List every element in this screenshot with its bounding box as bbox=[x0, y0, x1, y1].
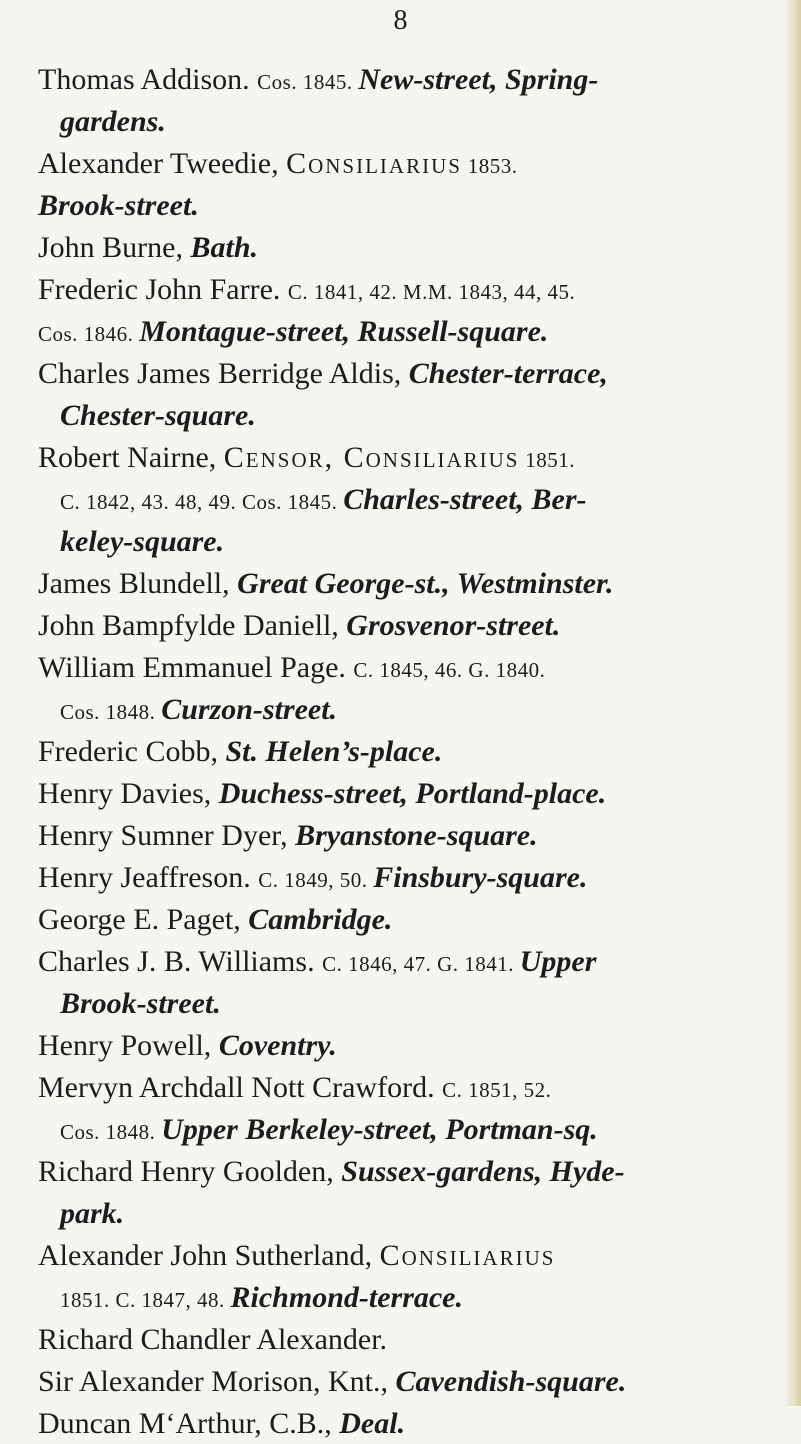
entry-address: St. Helen’s-place. bbox=[225, 735, 443, 768]
list-item bbox=[38, 858, 778, 900]
list-item bbox=[60, 1194, 800, 1234]
entry-name: Charles James Berridge Aldis, bbox=[38, 357, 409, 390]
entry-name: Robert Nairne, bbox=[38, 441, 224, 474]
entry-name: Alexander John Sutherland, bbox=[38, 1239, 380, 1272]
list-item bbox=[38, 60, 778, 102]
entry-address: Deal. bbox=[339, 1407, 406, 1440]
entry-address: Chester-terrace, bbox=[408, 357, 608, 390]
entry-address: Brook-street. bbox=[38, 189, 199, 222]
list-item bbox=[38, 1152, 778, 1192]
entry-address: keley-square. bbox=[60, 525, 225, 558]
list-item bbox=[38, 354, 778, 394]
entry-address: Montague-street, Russell-square. bbox=[139, 315, 549, 348]
entry-address: Chester-square. bbox=[60, 399, 256, 432]
entry-address: Bryanstone-square. bbox=[295, 819, 538, 852]
entry-name: Henry Powell, bbox=[38, 1029, 219, 1062]
entry-address: Great George-st., Westminster. bbox=[237, 567, 614, 600]
entry-name: Alexander Tweedie, bbox=[38, 147, 287, 180]
entry-address: Finsbury-square. bbox=[373, 861, 588, 894]
entry-address: Bath. bbox=[190, 231, 259, 264]
list-item bbox=[38, 1026, 778, 1066]
list-item bbox=[38, 942, 778, 984]
entry-name: Duncan M‘Arthur, C.B., bbox=[38, 1407, 340, 1440]
entry-name: William Emmanuel Page. bbox=[38, 651, 354, 684]
entry-name: Richard Henry Goolden, bbox=[38, 1155, 342, 1188]
entry-address: Grosvenor-street. bbox=[346, 609, 561, 642]
list-item bbox=[38, 648, 778, 690]
entry-offices: C. 1846, 47. G. 1841. bbox=[322, 952, 520, 976]
entry-address: Charles-street, Ber- bbox=[343, 483, 587, 516]
entry-offices: Cos. 1848. bbox=[60, 1120, 162, 1144]
entry-name: Charles J. B. Williams. bbox=[38, 945, 323, 978]
entry-name: Henry Davies, bbox=[38, 777, 219, 810]
list-item bbox=[38, 228, 778, 268]
entry-name: George E. Paget, bbox=[38, 903, 249, 936]
entry-address: Upper Berkeley-street, Portman-sq. bbox=[161, 1113, 598, 1146]
list-item bbox=[60, 1278, 800, 1320]
list-item bbox=[60, 480, 800, 522]
entry-title: Consiliarius bbox=[286, 147, 462, 180]
entry-name: Frederic Cobb, bbox=[38, 735, 226, 768]
entry-name: John Burne, bbox=[38, 231, 191, 264]
list-item bbox=[38, 438, 778, 480]
list-item bbox=[38, 1362, 778, 1402]
entry-address: Cavendish-square. bbox=[395, 1365, 627, 1398]
list-item bbox=[38, 270, 778, 312]
list-item bbox=[38, 1236, 778, 1276]
entry-offices: C. 1851, 52. bbox=[442, 1078, 552, 1102]
entry-offices: Cos. 1845. bbox=[257, 70, 359, 94]
entry-offices: Cos. 1846. bbox=[38, 322, 140, 346]
entry-title: Consiliarius bbox=[379, 1239, 556, 1272]
entry-name: John Bampfylde Daniell, bbox=[38, 609, 347, 642]
list-item bbox=[38, 816, 778, 856]
entry-address: New-street, Spring- bbox=[358, 63, 599, 96]
entry-year: 1853. bbox=[461, 154, 518, 178]
list-item bbox=[38, 144, 778, 186]
list-item bbox=[38, 564, 778, 604]
page-number: 8 bbox=[393, 5, 408, 36]
list-item bbox=[38, 1068, 778, 1110]
entry-address: Curzon-street. bbox=[161, 693, 338, 726]
entry-name: Sir Alexander Morison, Knt., bbox=[38, 1365, 396, 1398]
entry-address: Coventry. bbox=[218, 1029, 337, 1062]
entry-name: Thomas Addison. bbox=[38, 63, 258, 96]
list-item bbox=[38, 774, 778, 814]
list-item bbox=[60, 1110, 800, 1152]
entry-offices: C. 1845, 46. G. 1840. bbox=[353, 658, 546, 682]
entry-address: Upper bbox=[519, 945, 597, 978]
entry-address: Sussex-gardens, Hyde- bbox=[341, 1155, 625, 1188]
entry-offices: Cos. 1848. bbox=[60, 700, 162, 724]
list-item bbox=[38, 900, 778, 940]
list-item bbox=[38, 186, 778, 226]
entry-address: Brook-street. bbox=[60, 987, 221, 1020]
entry-name: Henry Sumner Dyer, bbox=[38, 819, 296, 852]
entry-name: Frederic John Farre. bbox=[38, 273, 288, 306]
entry-offices: C. 1842, 43. 48, 49. Cos. 1845. bbox=[60, 490, 344, 514]
entry-name: James Blundell, bbox=[38, 567, 238, 600]
list-item bbox=[60, 522, 800, 562]
entry-title: Censor, Consiliarius bbox=[223, 441, 520, 474]
list-item bbox=[38, 606, 778, 646]
list-item bbox=[60, 984, 800, 1024]
entry-address: park. bbox=[60, 1197, 125, 1230]
entry-year: 1851. bbox=[519, 448, 575, 472]
entry-offices: 1851. C. 1847, 48. bbox=[60, 1288, 231, 1312]
entry-address: Duchess-street, Portland-place. bbox=[218, 777, 607, 810]
list-item bbox=[60, 396, 800, 436]
entry-name: Henry Jeaffreson. bbox=[38, 861, 259, 894]
entry-offices: C. 1841, 42. M.M. 1843, 44, 45. bbox=[287, 280, 576, 304]
list-item bbox=[38, 1404, 778, 1444]
entry-offices: C. 1849, 50. bbox=[258, 868, 374, 892]
list-item bbox=[38, 1320, 778, 1360]
entry-address: Richmond-terrace. bbox=[230, 1281, 464, 1314]
list-item bbox=[60, 102, 800, 142]
list-item bbox=[60, 690, 800, 732]
entry-name: Richard Chandler Alexander. bbox=[38, 1323, 388, 1356]
list-item bbox=[38, 732, 778, 772]
entry-name: Mervyn Archdall Nott Crawford. bbox=[38, 1071, 443, 1104]
list-item bbox=[38, 312, 778, 354]
entry-address: gardens. bbox=[60, 105, 166, 138]
entry-address: Cambridge. bbox=[248, 903, 393, 936]
